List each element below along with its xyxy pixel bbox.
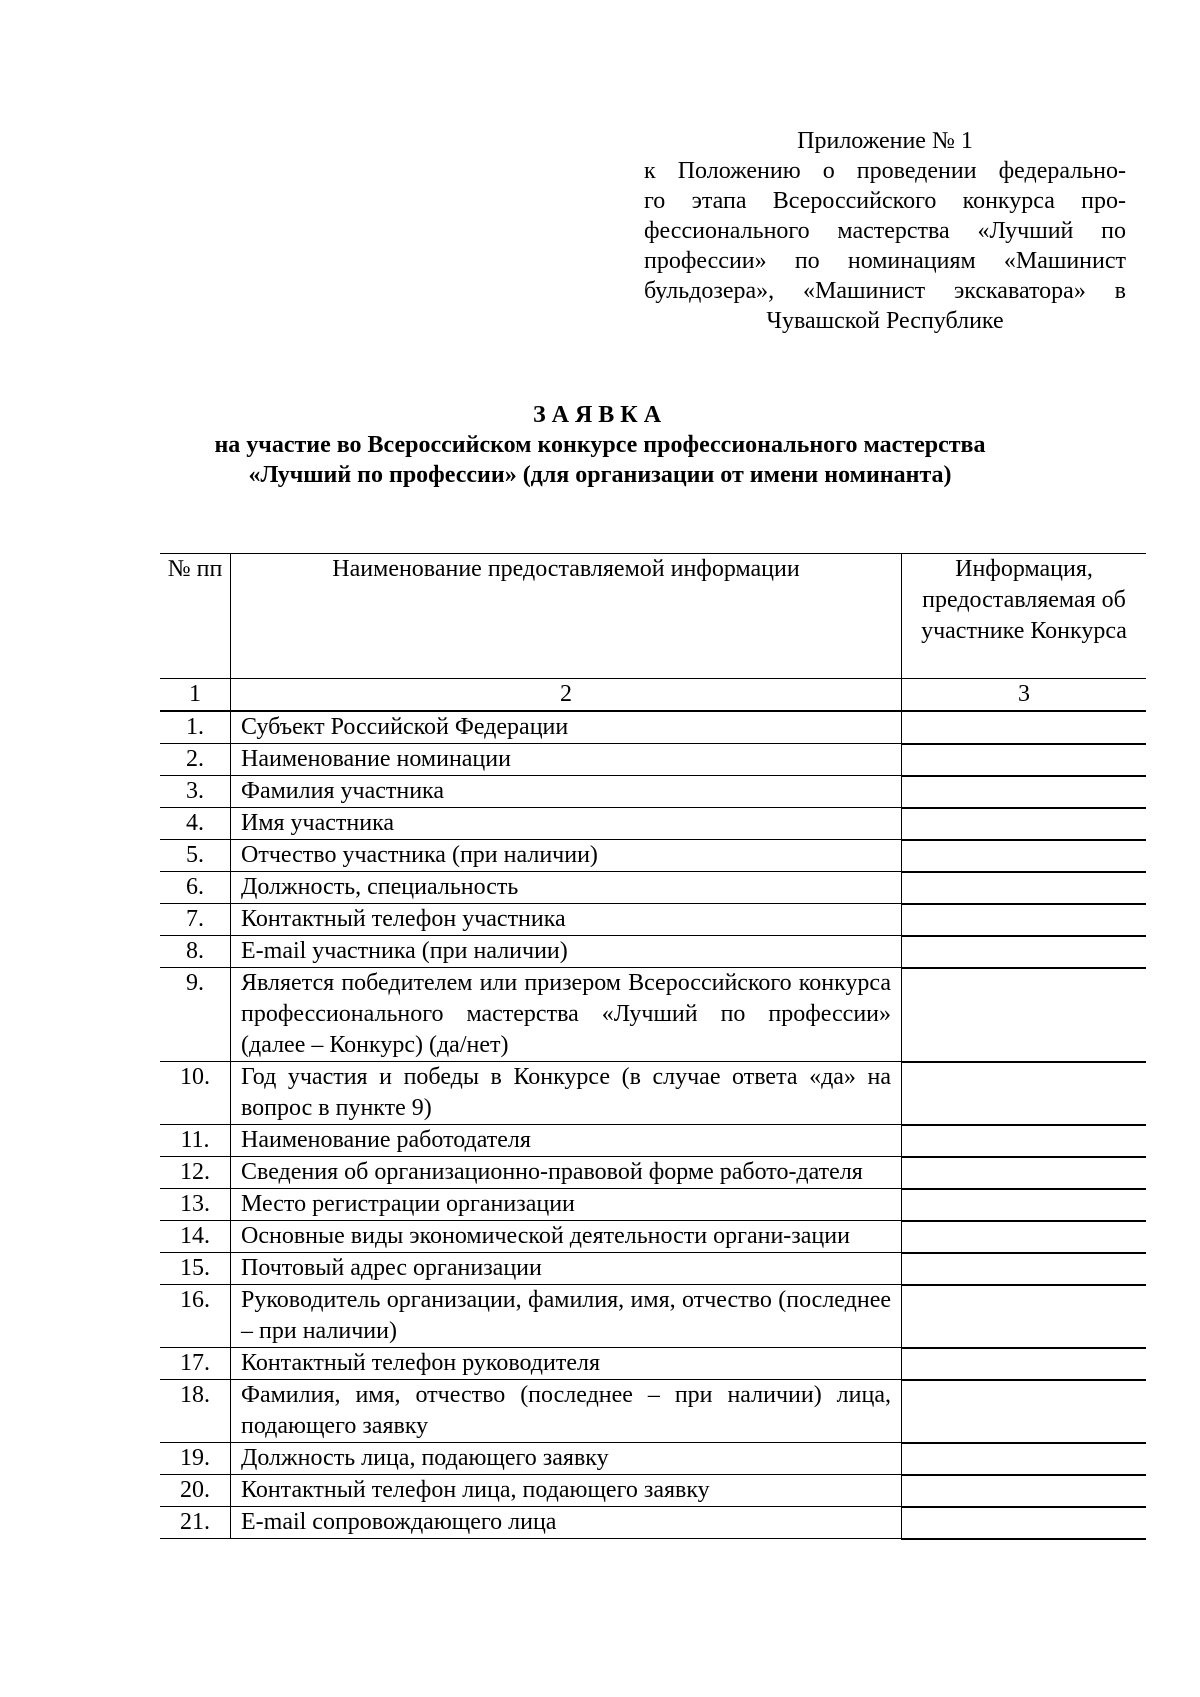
- header-info-name: Наименование предоставляемой информации: [231, 554, 902, 679]
- table-row: [160, 1443, 1146, 1475]
- table-row: [160, 872, 1146, 904]
- row-number: 16.: [160, 1285, 231, 1348]
- row-label: Контактный телефон лица, подающего заявку: [231, 1475, 902, 1507]
- row-number: 3.: [160, 776, 231, 808]
- table-row: [160, 744, 1146, 776]
- row-value-field[interactable]: [902, 1253, 1147, 1285]
- table-row: [160, 904, 1146, 936]
- row-number: 7.: [160, 904, 231, 936]
- row-label: Контактный телефон руководителя: [231, 1348, 902, 1380]
- row-value-field[interactable]: [902, 776, 1147, 808]
- row-value-field[interactable]: [902, 1348, 1147, 1380]
- column-number: 2: [231, 679, 902, 712]
- row-label: E-mail участника (при наличии): [231, 936, 902, 968]
- row-value-field[interactable]: [902, 968, 1147, 1062]
- appendix-note: [644, 126, 1126, 336]
- appendix-line: Чувашской Республике: [766, 308, 1004, 334]
- header-info-value: Информация, предоставляемая об участнике Конкурса: [902, 554, 1147, 679]
- appendix-line: го этапа Всероссийского конкурса про-: [644, 188, 1126, 214]
- row-label: Имя участника: [231, 808, 902, 840]
- row-label: Наименование работодателя: [231, 1125, 902, 1157]
- title-subtitle: на участие во Всероссийском конкурсе профессионального мастерства: [214, 432, 986, 458]
- row-value-field[interactable]: [902, 1062, 1147, 1125]
- row-label: Основные виды экономической деятельности органи-зации: [231, 1221, 902, 1253]
- row-label: Контактный телефон участника: [231, 904, 902, 936]
- row-label: Отчество участника (при наличии): [231, 840, 902, 872]
- row-number: 11.: [160, 1125, 231, 1157]
- appendix-line: к Положению о проведении федерально-: [644, 158, 1126, 184]
- row-number: 10.: [160, 1062, 231, 1125]
- table-row: [160, 1125, 1146, 1157]
- row-number: 20.: [160, 1475, 231, 1507]
- row-number: 6.: [160, 872, 231, 904]
- table-row: [160, 1189, 1146, 1221]
- row-number: 8.: [160, 936, 231, 968]
- row-number: 2.: [160, 744, 231, 776]
- row-value-field[interactable]: [902, 1125, 1147, 1157]
- row-value-field[interactable]: [902, 936, 1147, 968]
- header-number: № пп: [160, 554, 231, 679]
- row-value-field[interactable]: [902, 1157, 1147, 1189]
- row-value-field[interactable]: [902, 1443, 1147, 1475]
- row-label: Руководитель организации, фамилия, имя, отчество (последнее – при наличии): [231, 1285, 902, 1348]
- row-number: 17.: [160, 1348, 231, 1380]
- row-label: Фамилия участника: [231, 776, 902, 808]
- row-label: Субъект Российской Федерации: [231, 711, 902, 744]
- appendix-line: бульдозера», «Машинист экскаватора» в: [644, 278, 1126, 304]
- row-value-field[interactable]: [902, 1507, 1147, 1539]
- row-number: 18.: [160, 1380, 231, 1443]
- table-row: [160, 1062, 1146, 1125]
- table-row: [160, 1285, 1146, 1348]
- row-label: Наименование номинации: [231, 744, 902, 776]
- row-value-field[interactable]: [902, 1285, 1147, 1348]
- table-row: [160, 1507, 1146, 1539]
- row-number: 15.: [160, 1253, 231, 1285]
- row-number: 19.: [160, 1443, 231, 1475]
- row-number: 5.: [160, 840, 231, 872]
- column-numbers-row: [160, 679, 1146, 712]
- row-number: 9.: [160, 968, 231, 1062]
- table-row: [160, 1475, 1146, 1507]
- row-value-field[interactable]: [902, 904, 1147, 936]
- row-number: 14.: [160, 1221, 231, 1253]
- row-label: Почтовый адрес организации: [231, 1253, 902, 1285]
- row-value-field[interactable]: [902, 1380, 1147, 1443]
- row-value-field[interactable]: [902, 1221, 1147, 1253]
- row-label: E-mail сопровождающего лица: [231, 1507, 902, 1539]
- table-row: [160, 1221, 1146, 1253]
- row-value-field[interactable]: [902, 1189, 1147, 1221]
- table-row: [160, 776, 1146, 808]
- table-header-row: [160, 554, 1146, 679]
- table-row: [160, 711, 1146, 744]
- row-label: Является победителем или призером Всероссийского конкурса профессионального мастерства «Лучший по профессии» (далее – Конкурс) (да/нет): [231, 968, 902, 1062]
- table-row: [160, 1253, 1146, 1285]
- table-row: [160, 840, 1146, 872]
- row-label: Должность лица, подающего заявку: [231, 1443, 902, 1475]
- row-value-field[interactable]: [902, 744, 1147, 776]
- row-number: 12.: [160, 1157, 231, 1189]
- row-label: Сведения об организационно-правовой форме работо-дателя: [231, 1157, 902, 1189]
- row-number: 4.: [160, 808, 231, 840]
- table-row: [160, 1157, 1146, 1189]
- row-value-field[interactable]: [902, 808, 1147, 840]
- column-number: 1: [160, 679, 231, 712]
- document-title: [0, 400, 1200, 490]
- title-subtitle: «Лучший по профессии» (для организации от имени номинанта): [248, 462, 952, 488]
- appendix-number: Приложение № 1: [797, 128, 973, 154]
- table-row: [160, 968, 1146, 1062]
- appendix-line: профессии» по номинациям «Машинист: [644, 248, 1126, 274]
- table-row: [160, 1348, 1146, 1380]
- appendix-line: фессионального мастерства «Лучший по: [644, 218, 1126, 244]
- row-label: Место регистрации организации: [231, 1189, 902, 1221]
- row-number: 13.: [160, 1189, 231, 1221]
- row-value-field[interactable]: [902, 711, 1147, 744]
- row-label: Год участия и победы в Конкурсе (в случае ответа «да» на вопрос в пункте 9): [231, 1062, 902, 1125]
- row-value-field[interactable]: [902, 840, 1147, 872]
- column-number: 3: [902, 679, 1147, 712]
- application-table: [160, 553, 1146, 1540]
- row-value-field[interactable]: [902, 872, 1147, 904]
- title-heading: ЗАЯВКА: [532, 402, 668, 428]
- row-number: 21.: [160, 1507, 231, 1539]
- row-label: Фамилия, имя, отчество (последнее – при наличии) лица, подающего заявку: [231, 1380, 902, 1443]
- row-number: 1.: [160, 711, 231, 744]
- row-value-field[interactable]: [902, 1475, 1147, 1507]
- table-row: [160, 936, 1146, 968]
- table-row: [160, 808, 1146, 840]
- table-row: [160, 1380, 1146, 1443]
- row-label: Должность, специальность: [231, 872, 902, 904]
